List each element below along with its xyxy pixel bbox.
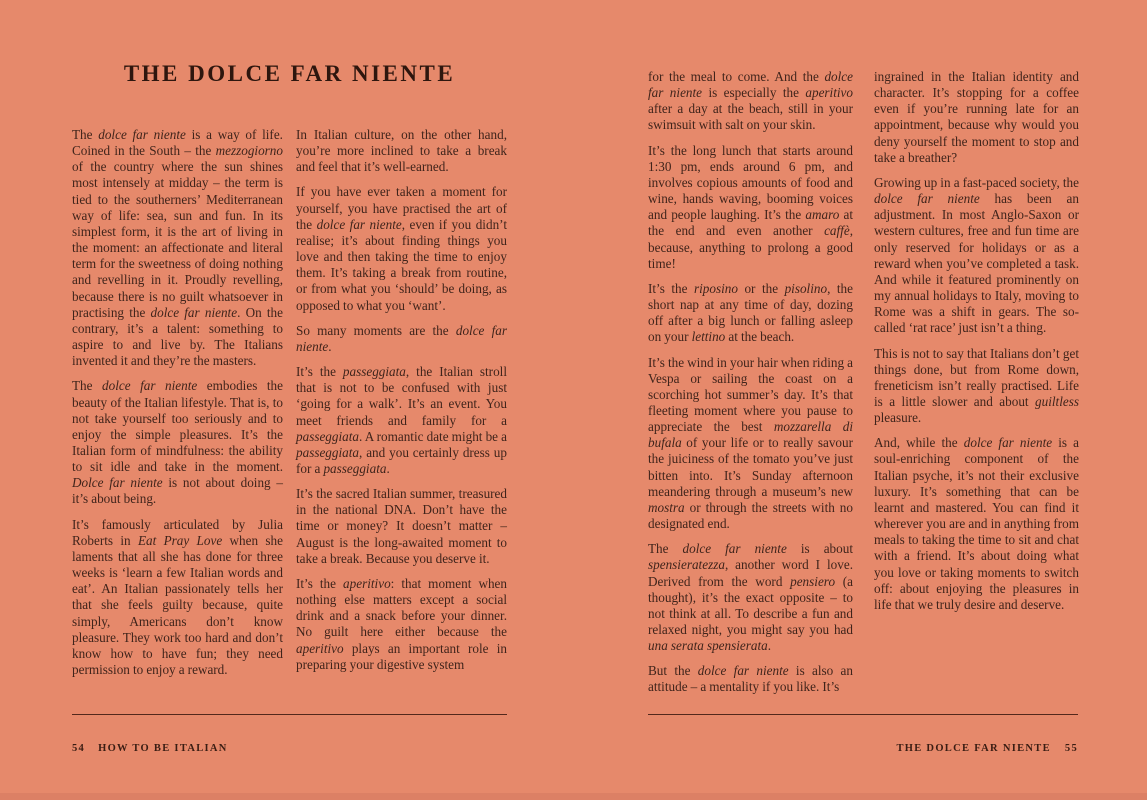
paragraph: The dolce far niente embodies the beauty of the Italian lifestyle. That is, to not take yourself too seriously and to enjoy the simple pleasures. It’s the Italian form of mindfulness: the ability to sit idle and take in the moment. Dolce far niente is not about doing – it’s about being. bbox=[72, 378, 283, 507]
left-page-footer bbox=[72, 714, 507, 754]
paragraph: If you have ever taken a moment for yourself, you have practised the art of the dolce far niente, even if you didn’t realise; it’s about finding things you love and then taking the time to enjoy them. It’s taking a break from routine, or from what you ‘should’ be doing, as opposed to what you ‘want’. bbox=[296, 184, 507, 313]
right-page bbox=[648, 0, 1078, 800]
paragraph: But the dolce far niente is also an attitude – a mentality if you like. It’s bbox=[648, 663, 854, 695]
paragraph: for the meal to come. And the dolce far niente is especially the aperitivo after a day at the beach, still in your swimsuit with salt on your skin. bbox=[648, 69, 853, 133]
running-header-book-title: HOW TO BE ITALIAN bbox=[98, 743, 228, 754]
left-page bbox=[72, 0, 507, 800]
paragraph: The dolce far niente is a way of life. Coined in the South – the mezzogiorno of the country where the sun shines most intensely at midday – the term is tied to the southerners’ Mediterranean way of life: sea, sun and fun. In its simplest form, it is the art of living in the moment: an affectionate and literal term for the sweetness of doing nothing and revelling in it. Proudly revelling, because there is no guilt whatsoever in practising the dolce far niente. On the contrary, it’s a talent: something to aspire to and live by. The Italians invented it and they’re the masters. bbox=[72, 127, 283, 369]
paragraph: It’s the passeggiata, the Italian stroll that is not to be confused with just ‘going for a walk’. It’s an event. You meet friends and family for a passeggiata. A romantic date might be a passeggiata, and you certainly dress up for a passeggiata. bbox=[296, 364, 507, 476]
left-page-column-2 bbox=[296, 127, 507, 687]
footer-rule bbox=[72, 714, 507, 715]
left-footer-line bbox=[72, 743, 507, 754]
paragraph: This is not to say that Italians don’t get things done, but from Rome down, freneticism isn’t really practised. Life is a little slower and about guiltless pleasure. bbox=[874, 345, 1079, 426]
paragraph: It’s the wind in your hair when riding a Vespa or sailing the coast on a scorching hot summer’s day. It’s that fleeting moment where you pause to appreciate the best mozzarella di bufala of your life or to really savour the juiciness of the tomato you’ve just bitten into. It’s Sunday afternoon meandering through a museum’s new mostra or through the streets with no designated end. bbox=[648, 354, 853, 532]
paragraph: Growing up in a fast-paced society, the dolce far niente has been an adjustment. In most Anglo-Saxon or western cultures, free and fun time are only reserved for holidays or as a reward when you’ve completed a task. And while it featured prominently on my annual holidays to Italy, moving to Rome was a shift in gears. The so-called ‘rat race’ just isn’t a thing. bbox=[874, 174, 1079, 336]
paragraph: It’s the sacred Italian summer, treasured in the national DNA. Don’t have the time or money? It doesn’t matter – August is the long-awaited moment to take a break. Because you deserve it. bbox=[296, 486, 507, 566]
paragraph: So many moments are the dolce far niente. bbox=[296, 322, 508, 354]
paragraph: And, while the dolce far niente is a soul-enriching component of the Italian psyche, it’s not their exclusive luxury. It’s something that can be learnt and mastered. You can find it wherever you are and in anything from meals to taking the time to sit and chat with a friend. It’s about doing what you love or taking moments to switch off: about enjoying the pleasures in life that we truly desire and deserve. bbox=[874, 435, 1080, 612]
right-page-column-1 bbox=[648, 69, 853, 705]
paragraph: It’s the riposino or the pisolino, the short nap at any time of day, dozing off after a big lunch or falling asleep on your lettino at the beach. bbox=[648, 280, 853, 345]
right-page-columns bbox=[648, 69, 1079, 705]
chapter-title: THE DOLCE FAR NIENTE bbox=[123, 61, 456, 86]
left-page-column-1 bbox=[72, 127, 283, 687]
paragraph: The dolce far niente is about spensieratezza, another word I love. Derived from the word pensiero (a thought), it’s the exact opposite – to not think at all. To describe a fun and relaxed night, you might say you had una serata spensierata. bbox=[648, 541, 853, 654]
left-page-columns bbox=[72, 127, 507, 687]
paragraph: It’s the aperitivo: that moment when nothing else matters except a social drink and a snack before your dinner. No guilt here either because the aperitivo plays an important role in preparing your digestive system bbox=[296, 575, 508, 672]
paragraph: ingrained in the Italian identity and character. It’s stopping for a coffee even if you’re running late for an appointment, because why would you deny yourself the moment to stop and take a breather? bbox=[874, 69, 1079, 165]
right-footer-line bbox=[648, 743, 1078, 754]
page-number: 55 bbox=[1064, 743, 1078, 754]
paragraph: It’s the long lunch that starts around 1:30 pm, ends around 6 pm, and involves copious amounts of food and wine, hands waving, booming voices and people laughing. It’s the amaro at the end and even another caffè, because, anything to prolong a good time! bbox=[648, 142, 853, 271]
page-bottom-edge bbox=[0, 793, 1147, 800]
paragraph: In Italian culture, on the other hand, you’re more inclined to take a break and feel that it’s well-earned. bbox=[296, 127, 507, 175]
right-page-column-2 bbox=[874, 69, 1079, 705]
right-page-footer bbox=[648, 714, 1078, 754]
paragraph: It’s famously articulated by Julia Roberts in Eat Pray Love when she laments that all she has done for three weeks is ‘learn a few Italian words and eat’. An Italian passionately tells her that she feels guilty because, quite simply, Americans don’t know pleasure. They work too hard and don’t know how to have fun; they need permission to enjoy a reward. bbox=[72, 516, 284, 677]
page-number: 54 bbox=[72, 743, 86, 754]
footer-rule bbox=[648, 714, 1078, 715]
running-header-chapter-title: THE DOLCE FAR NIENTE bbox=[896, 743, 1051, 754]
